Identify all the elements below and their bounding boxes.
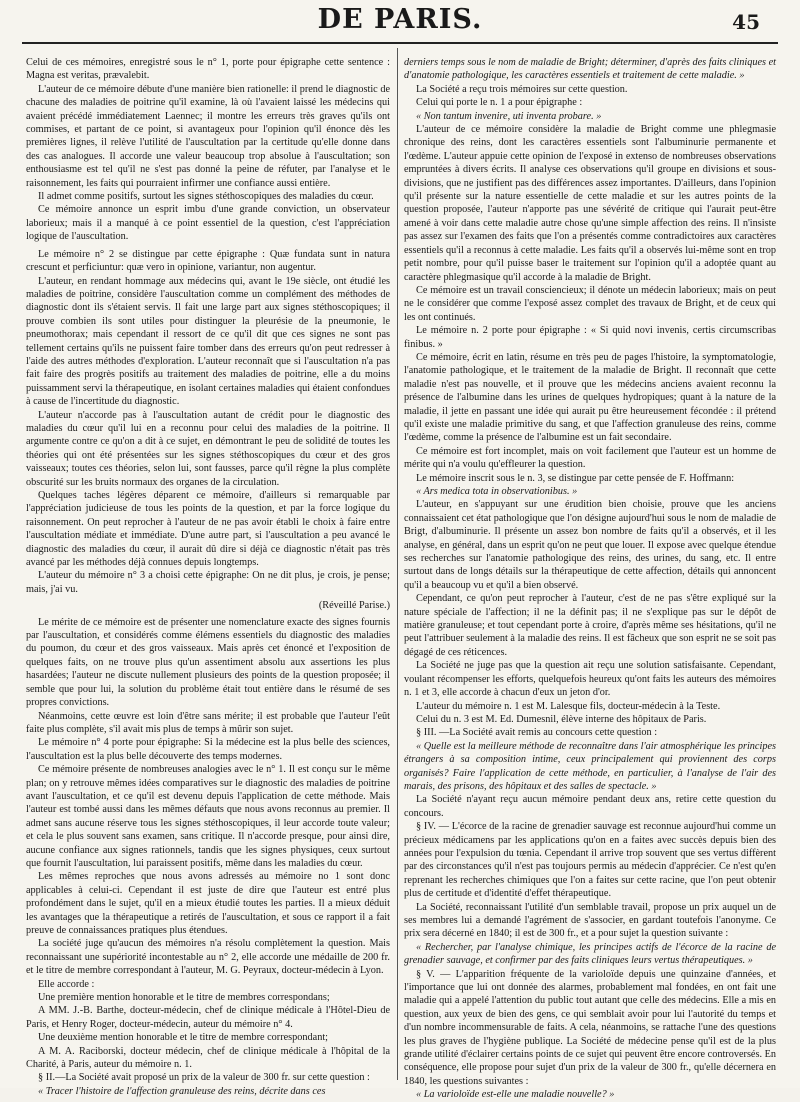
paragraph: Néanmoins, cette œuvre est loin d'être sans mérite; il est probable que l'auteur l'eût faite plus complète, s'il avait mis plus de temps à mûrir son sujet. <box>26 710 390 735</box>
paragraph: derniers temps sous le nom de maladie de Bright; déterminer, d'après des faits cliniques et d'anatomie pathologique, les caractères essentiels et traitement de cette maladie. » <box>404 57 776 82</box>
paragraph: Les mêmes reproches que nous avons adressés au mémoire no 1 sont donc applicables à celui-ci. Cependant il est juste de dire que l'auteur est entré plus profondément dans le sujet, qu'il en a mieux étudié toutes les parties. Il a mieux déduit les avantages que la thérapeutique a retirés de l'auscultation, et sous ce rapport il a fait preuve de connaissances pratiques plus étendues. <box>26 871 390 936</box>
paragraph: A MM. J.-B. Barthe, docteur-médecin, chef de clinique médicale à l'Hôtel-Dieu de Paris, et Henry Roger, docteur-médecin, auteur du mémoire n° 4. <box>26 1005 390 1030</box>
paragraph: Ce mémoire est fort incomplet, mais on voit facilement que l'auteur est un homme de mérite qui n'a voulu qu'effleurer la question. <box>404 445 776 471</box>
paragraph: « Ars medica tota in observationibus. » <box>416 486 578 497</box>
paragraph: § IV. — L'écorce de la racine de grenadier sauvage est reconnue aujourd'hui comme un précieux médicamens par les applications qu'on en a faites avec succès depuis bien des années pour l'expulsion du tœnia. Cependant il arrive trop souvent que ses vertus diffèrent par des circonstances qu'il n'est pas toujours permis au médecin d'apprécier. Ce n'est qu'en reprenant les recherches chimiques que l'on a faites sur cette racine, que l'on peut obtenir plus de certitude et d'identité d'effet thérapeutique. <box>404 821 776 900</box>
paragraph: § II.—La Société avait proposé un prix de la valeur de 300 fr. sur cette question : <box>38 1072 370 1084</box>
right-column <box>404 56 776 1101</box>
paragraph: Une première mention honorable et le titre de membres correspondans; <box>38 992 330 1004</box>
paragraph: L'auteur du mémoire n° 3 a choisi cette épigraphe: On ne dit plus, je crois, je pense; mais, j'ai vu. <box>26 570 390 595</box>
paragraph: Quelques taches légères déparent ce mémoire, d'ailleurs si remarquable par l'appréciation judicieuse de tous les points de la question, et par la force logique du raisonnement. On peut reprocher à l'auteur de ne pas avoir établi le choix à faire entre l'auscultation médiate et immédiate. D'une autre part, si l'auscultation a peu avancé le diagnostic des maladies du cœur, il aurait dû dire si déjà ce diagnostic n'était pas très avancé par les méthodes déjà connues depuis longtemps. <box>26 490 390 569</box>
running-title: DE PARIS. <box>317 4 483 35</box>
paragraph: Ce mémoire annonce un esprit imbu d'une grande conviction, un observateur laborieux; mais il a manqué à ce point essentiel de la question, c'est l'appréciation logique de l'auscultation. <box>26 204 390 243</box>
paragraph: La société juge qu'aucun des mémoires n'a résolu complètement la question. Mais reconnaissant une supériorité incontestable au n° 2, elle accorde une médaille de 200 fr. et le titre de membre correspondant à l'auteur, M. G. Peyraux, docteur-médecin à Lyon. <box>26 938 390 977</box>
left-column <box>26 56 390 1097</box>
paragraph: § III. —La Société avait remis au concours cette question : <box>416 727 658 739</box>
paragraph: Le mémoire inscrit sous le n. 3, se distingue par cette pensée de F. Hoffmann: <box>416 472 735 484</box>
paragraph: Le mémoire n. 2 porte pour épigraphe : « Si quid novi invenis, certis circumscribas finibus. » <box>404 325 776 350</box>
paragraph: (Réveillé Parise.) <box>318 600 390 612</box>
paragraph: Ce mémoire présente de nombreuses analogies avec le n° 1. Il est conçu sur le même plan; on y retrouve mêmes idées comparatives sur le diagnostic des maladies de poitrine avant l'auscultation, et ce qu'il est devenu depuis l'application de cette méthode. Mais l'auteur est tombé aussi dans les mêmes défauts que nous avons reconnus au premier. Il admet sans aucune réserve tous les signes stéthoscopiques, il leur accorde toute valeur; et cela le plus souvent sans examen, sans critique. Il n'accorde presque, pour ainsi dire, aucune confiance aux signes rationnels, tandis que les signes physiques, ceux surtout que fournit l'auscultation, lui paraissent positifs, même dans les maladies du cœur. <box>26 764 390 869</box>
paragraph: La Société ne juge pas que la question ait reçu une solution satisfaisante. Cependant, voulant récompenser les efforts, quelquefois heureux qu'ont faits les auteurs des mémoires n. 1 et 3, elle accorde à chacun d'eux un jeton d'or. <box>404 660 776 699</box>
paragraph: L'auteur n'accorde pas à l'auscultation autant de crédit pour le diagnostic des maladies du cœur qu'il lui en a reconnu pour celui des maladies de la poitrine. Il argumente contre ce qu'on a dit à ce sujet, en démontrant le peu de solidité de toutes les théories qui ont été présentées sur les signes stéthoscopiques du cœur et des gros vaisseaux; toutes ces théories, selon lui, sont fausses, parce qu'il règne la plus complète obscurité sur les bruits normaux des organes de la circulation. <box>26 409 390 488</box>
paragraph: Le mérite de ce mémoire est de présenter une nomenclature exacte des signes fournis par l'auscultation, et considérés comme élémens essentiels du diagnostic des maladies du poumon, du cœur et des gros vaisseaux. Mais après cet énoncé et l'exposition de quelques faits, on ne trouve plus qu'un assentiment absolu aux assertions les plus hasardées; l'auteur ne discute nullement plusieurs des points de la question proposée; il semble que pour lui, la solution du problème était tout entière dans le résumé de ses propres convictions. <box>26 616 390 709</box>
paragraph: Celui de ces mémoires, enregistré sous le n° 1, porte pour épigraphe cette sentence : Magna est veritas, prævalebit. <box>26 57 390 82</box>
paragraph: Le mémoire n° 2 se distingue par cette épigraphe : Quæ fundata sunt in natura crescunt et perficiuntur: quæ vero in opinione, variantur, non augentur. <box>26 248 390 274</box>
paragraph: Cependant, ce qu'on peut reprocher à l'auteur, c'est de ne pas s'être expliqué sur la nature spéciale de l'affection; il ne la définit pas; il ne s'explique pas sur le dépôt de matière granuleuse; et tout cependant porte à croire, d'après même ses hésitations, qu'il ne peut l'attribuer seulement à la maladie des reins. Il est fâcheux que son esprit ne se soit pas dégagé de ces réticences. <box>404 593 776 658</box>
paragraph: « La varioloïde est-elle une maladie nouvelle? » <box>416 1089 615 1101</box>
paragraph: Celui qui porte le n. 1 a pour épigraphe : <box>416 97 583 109</box>
paragraph: L'auteur de ce mémoire débute d'une manière bien rationelle: il prend le diagnostic de chacune des maladies de poitrine qu'il examine, là où l'avaient laissé les médecins qui avaient précédé immédiatement Laennec; il montre les erreurs très graves qu'ils ont commises, et partant de ce point, si avantageux pour l'opinion qu'il énonce dès les premières lignes, il relève l'utilité de l'auscultation par la certitude qu'elle donne dans des cas analogues. Il accorde une valeur beaucoup trop absolue à l'auscultation; son enthousiasme est tel qu'il ne s'est pas donné la peine de réfuter, par l'analyse et le raisonnement, les faits qui pourraient infirmer une confiance aussi entière. <box>26 83 390 189</box>
paragraph: Le mémoire n° 4 porte pour épigraphe: Si la médecine est la plus belle des sciences, l'auscultation est la plus belle découverte des temps modernes. <box>26 737 390 762</box>
header-rule <box>22 42 778 44</box>
paragraph: Il admet comme positifs, surtout les signes stéthoscopiques des maladies du cœur. <box>38 191 374 203</box>
paragraph: Elle accorde : <box>38 978 95 990</box>
page-number: 45 <box>732 10 760 34</box>
paragraph: La Société a reçu trois mémoires sur cette question. <box>416 83 628 95</box>
column-divider <box>397 48 398 1080</box>
paragraph: L'auteur, en s'appuyant sur une érudition bien choisie, prouve que les anciens connaissaient cet état pathologique que l'on désigne aujourd'hui sous le nom de maladie de Brigt, d'albuminurie. Il présente un assez bon nombre de faits qu'il a observés, et il les analyse, en général, dans un esprit qu'on ne peut que louer. Il expose avec quelque étendue ses recherches sur l'anatomie pathologique des reins, des urines, du sang, etc. Il entre surtout dans de longs détails sur la thérapeutique de cette affection, détails qui annoncent qu'il a beaucoup vu et qu'il a bien observé. <box>404 499 776 591</box>
paragraph: La Société, reconnaissant l'utilité d'un semblable travail, propose un prix auquel un de ses membres lui a demandé l'agrément de s'associer, en gardant toutefois l'anonyme. Ce prix sera décerné en 1840; il est de 300 fr., et a pour sujet la question suivante : <box>404 901 776 940</box>
paragraph: Ce mémoire est un travail consciencieux; il dénote un médecin laborieux; mais on peut ne le considérer que comme l'exposé assez complet des travaux de Bright, et de ceux qui les ont continués. <box>404 284 776 323</box>
page-header <box>0 0 800 38</box>
paragraph: § V. — L'apparition fréquente de la varioloïde depuis une quinzaine d'années, et l'importance que lui ont donnée des alarmes, probablement mal fondées, en ont fait une maladie qui a appelé l'attention du public tout autant que celle des médecins. Elle a mis en question, aux yeux de bien des gens, ce qui semblait avoir pour lui l'autorité du temps et d'un nombre incommensurable de faits. A cela, néanmoins, se rattache l'une des questions les plus graves de l'hygiène publique. La Société de médecine pense qu'il est de la plus grande utilité d'éclairer certains points de ce sujet qui peuvent être encore controversés. En conséquence, elle propose pour sujet d'un prix de la valeur de 300 fr., qu'elle décernera en 1840, les questions suivantes : <box>404 968 776 1087</box>
paragraph: A M. A. Raciborski, docteur médecin, chef de clinique médicale à l'hôpital de la Charité, à Paris, auteur du mémoire n. 1. <box>26 1045 390 1071</box>
paragraph: Celui du n. 3 est M. Ed. Dumesnil, élève interne des hôpitaux de Paris. <box>416 713 707 725</box>
paragraph: La Société n'ayant reçu aucun mémoire pendant deux ans, retire cette question du concours. <box>404 794 776 819</box>
paragraph: « Tracer l'histoire de l'affection granuleuse des reins, décrite dans ces <box>38 1085 326 1097</box>
paragraph: L'auteur, en rendant hommage aux médecins qui, avant le 19e siècle, ont étudié les maladies de poitrine, considère l'auscultation comme un complément des méthodes de diagnostic dont ils s'étaient servis. Il fait une large part aux signes stéthoscopiques; il prouve combien ils sont utiles pour distinguer la pleurésie de la pneumonie, le pneumothorax; mais cependant il ressort de ce qu'il dit que ces signes ne sont pas tellement certains qu'ils ne puissent faire tomber dans des erreurs qu'on peut redresser à l'aide des autres méthodes d'exploration. L'auteur reconnaît que si l'auscultation n'a pas fait faire des progrès positifs au traitement des maladies de poitrine, elle a du moins puissamment servi la thérapeutique, en isolant certaines maladies qui étaient confondues à cause de l'incertitude du diagnostic. <box>26 275 390 408</box>
paragraph: « Rechercher, par l'analyse chimique, les principes actifs de l'écorce de la racine de grenadier sauvage, et confirmer par des faits cliniques leurs vertus thérapeutiques. » <box>404 941 776 967</box>
paragraph: L'auteur du mémoire n. 1 est M. Lalesque fils, docteur-médecin à la Teste. <box>416 700 721 712</box>
paragraph: L'auteur de ce mémoire considère la maladie de Bright comme une phlegmasie chronique des reins, dont les caractères essentiels sont l'albuminurie permanente et l'œdème. L'auteur appuie cette opinion de l'exposé in extenso de nombreuses observations empruntées à divers écrits. Il analyse ces observations qu'il groupe en divisions et sous-divisions, que ne justifient pas des différences assez importantes. D'ailleurs, dans l'opinion qu'il présente sur la nature essentielle de cette maladie et sur les autres points de la question proposée, l'auteur n'apporte pas une sévérité de critique qui l'aurait peut-être amené à voir dans cette maladie autre chose qu'une simple affection des reins. Il n'insiste pas assez sur l'examen des faits que l'on a présentés comme contradictoires aux caractères essentiels qu'il a reconnus à cette maladie. Les faits qu'il a observés lui-même sont en trop petit nombre, pour qu'il puisse baser le traitement sur l'opinion qu'il a adoptée quant au caractère phlegmasique qu'il accorde à la maladie de Bright. <box>404 124 776 283</box>
paragraph: « Non tantum invenire, uti inventa probare. » <box>416 110 602 122</box>
paragraph: « Quelle est la meilleure méthode de reconnaître dans l'air atmosphérique les principes étrangers à sa composition intime, ceux principalement qui proviennent des corps organisés? Faire l'application de cette méthode, en particulier, à l'analyse de l'air des marais, des prisons, des hôpitaux et des salles de spectacle. » <box>404 740 776 792</box>
paragraph: Une deuxième mention honorable et le titre de membre correspondant; <box>38 1032 329 1044</box>
paragraph: Ce mémoire, écrit en latin, résume en très peu de pages l'histoire, la symptomatologie, l'anatomie pathologique, et le traitement de la maladie de Bright. Il reconnaît que cette maladie n'est pas nouvelle, et il prouve que les médecins anciens avaient reconnu la présence de l'albumine dans les urines de quelques hydropiques; quant à la nature de la maladie, il jette en passant une idée qui aurait pu être heureusement fécondée : il prétend qu'il existe une maladie primitive du sang, et que l'affection granuleuse des reins, comme l'œdème, comme la présence de l'albumine est un fait secondaire. <box>404 351 776 444</box>
